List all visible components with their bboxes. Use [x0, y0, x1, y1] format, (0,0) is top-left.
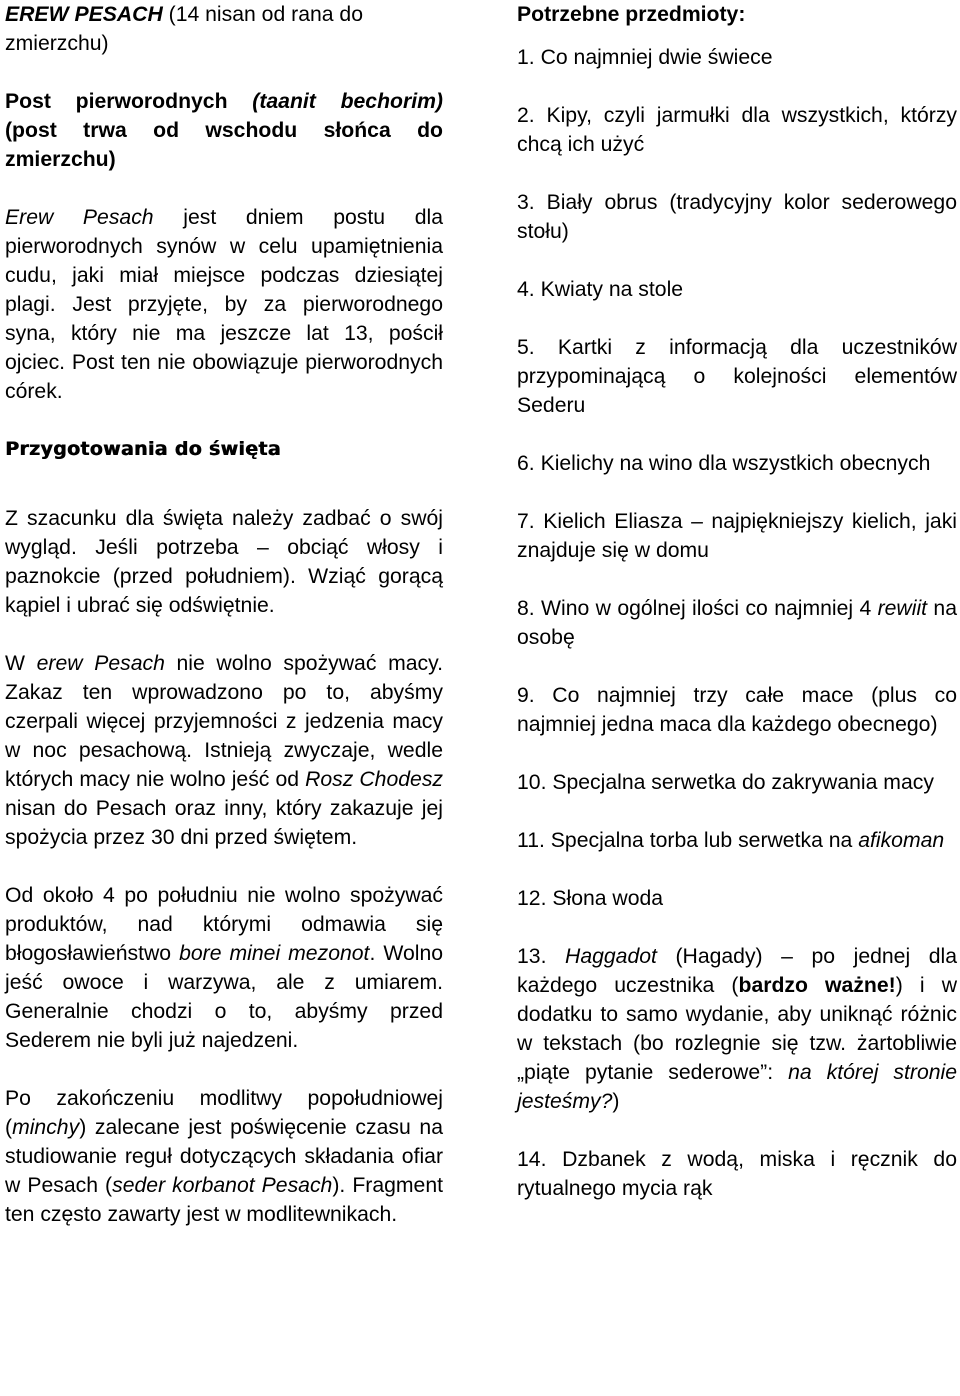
list-item — [517, 43, 957, 72]
minchah-a: Po zakończeniu modlitwy popołudniowej ( — [5, 1087, 443, 1139]
list-item — [517, 1145, 957, 1203]
preparations-heading: Przygotowania do święta — [5, 438, 281, 460]
fast-note: (post trwa od wschodu słońca do zmierzchu) — [5, 119, 443, 171]
list-item — [517, 275, 957, 304]
item-text: Kwiaty na stole — [540, 278, 684, 301]
fast-label: Post pierworodnych — [5, 90, 253, 113]
item-number: 1. — [517, 46, 535, 69]
item-text: Biały obrus (tradycyjny kolor sederowego stołu) — [517, 191, 957, 243]
left-column — [5, 0, 443, 1229]
fast-paragraph-term: Erew Pesach — [5, 206, 154, 229]
fast-title — [5, 87, 443, 174]
matzah-a: W — [5, 652, 37, 675]
item-number: 12. — [517, 887, 547, 910]
item-italic: Haggadot — [565, 945, 657, 968]
item-text: Słona woda — [552, 887, 664, 910]
item-number: 10. — [517, 771, 547, 794]
item-number: 8. — [517, 597, 535, 620]
item-text: Specjalna torba lub serwetka na — [550, 829, 859, 852]
section-title — [5, 0, 443, 58]
item-number: 5. — [517, 336, 535, 359]
item-text: Kielich Eliasza – najpiękniejszy kielich, jaki znajduje się w domu — [517, 510, 957, 562]
item-tail: ) i w dodatku to samo wydanie, aby uniknąć różnic w tekstach (bo rozlegnie się tzw. żartobliwie „piąte pytanie sederowe”: — [517, 974, 957, 1084]
item-number: 13. — [517, 945, 547, 968]
afternoon-term: bore minei mezonot — [179, 942, 370, 965]
minchah-b: ) zalecane jest poświęcenie czasu na studiowanie reguł dotyczących składania ofiar w Pesach ( — [5, 1116, 443, 1197]
item-bold: bardzo ważne! — [738, 974, 896, 997]
item-text: Kielichy na wino dla wszystkich obecnych — [540, 452, 931, 475]
item-number: 4. — [517, 278, 535, 301]
item-number: 3. — [517, 191, 535, 214]
item-number: 14. — [517, 1148, 547, 1171]
list-item — [517, 768, 957, 797]
item-text: (Hagady) – po jednej dla każdego uczestnika ( — [517, 945, 958, 997]
fast-term: (taanit bechorim) — [252, 90, 443, 113]
preparations-paragraph: Z szacunku dla święta należy zadbać o swój wygląd. Jeśli potrzeba – obciąć włosy i paznokcie (przed południem). Wziąć gorącą kąpiel i ubrać się odświętnie. — [5, 507, 443, 617]
title-date: (14 nisan od rana do zmierzchu) — [5, 3, 363, 55]
matzah-c: nisan do Pesach oraz inny, który zakazuje jej spożycia przez 30 dni przed świętem. — [5, 797, 443, 849]
matzah-term: erew Pesach — [36, 652, 165, 675]
item-text: Kipy, czyli jarmułki dla wszystkich, którzy chcą ich użyć — [517, 104, 958, 156]
item-italic: afikoman — [858, 829, 945, 852]
matzah-term2: Rosz Chodesz — [305, 768, 444, 791]
item-italic: rewiit — [877, 597, 928, 620]
item-text: Co najmniej trzy całe mace (plus co najmniej jedna maca dla każdego obecnego) — [517, 684, 957, 736]
item-tail: na osobę — [517, 597, 957, 649]
item-number: 7. — [517, 510, 535, 533]
list-item — [517, 681, 957, 739]
minchah-c: ). Fragment ten często zawarty jest w modlitewnikach. — [5, 1174, 443, 1226]
right-column — [517, 0, 957, 1203]
item-italic-2: na której stronie jesteśmy? — [517, 1061, 958, 1113]
list-item — [517, 101, 957, 159]
fast-paragraph-text: jest dniem postu dla pierworodnych synów w celu upamiętnienia cudu, jaki miał miejsce podczas dziesiątej plagi. Jest przyjęte, by za pierworodnego syna, który nie ma jeszcze lat 13, pościł ojciec. Post ten nie obowiązuje pierworodnych córek. — [5, 206, 443, 403]
fast-paragraph — [5, 203, 443, 406]
matzah-paragraph — [5, 649, 443, 852]
list-item — [517, 826, 957, 855]
afternoon-paragraph — [5, 881, 443, 1055]
item-number: 6. — [517, 452, 535, 475]
items-heading — [517, 0, 957, 29]
matzah-b: nie wolno spożywać macy. Zakaz ten wprowadzono po to, abyśmy czerpali więcej przyjemności z jedzenia macy w noc pesachową. Istnieją zwyczaje, wedle których macy nie wolno jeść od — [5, 652, 444, 791]
list-item — [517, 942, 957, 1116]
list-item — [517, 507, 957, 565]
item-number: 2. — [517, 104, 535, 127]
minchah-paragraph — [5, 1084, 443, 1229]
minchah-term: minchy — [12, 1116, 80, 1139]
minchah-term2: seder korbanot Pesach — [112, 1174, 333, 1197]
item-text: Wino w ogólnej ilości co najmniej 4 — [541, 597, 878, 620]
afternoon-b: . Wolno jeść owoce i warzywa, ale z umiarem. Generalnie chodzi o to, abyśmy przed Sederem nie byli już najedzeni. — [5, 942, 444, 1052]
list-item — [517, 884, 957, 913]
afternoon-a: Od około 4 po południu nie wolno spożywać produktów, nad którymi odmawia się błogosławieństwo — [5, 884, 443, 965]
list-item — [517, 449, 957, 478]
item-text: Specjalna serwetka do zakrywania macy — [552, 771, 934, 794]
title-name: EREW PESACH — [5, 3, 163, 26]
list-item — [517, 594, 957, 652]
item-text: Kartki z informacją dla uczestników przypominającą o kolejności elementów Sederu — [517, 336, 957, 417]
item-tail-2: ) — [612, 1090, 620, 1113]
item-number: 11. — [517, 829, 545, 852]
items-heading-text: Potrzebne przedmioty: — [517, 3, 746, 26]
list-item — [517, 333, 957, 420]
item-text: Dzbanek z wodą, miska i ręcznik do rytualnego mycia rąk — [517, 1148, 958, 1200]
list-item — [517, 188, 957, 246]
item-number: 9. — [517, 684, 535, 707]
item-text: Co najmniej dwie świece — [540, 46, 773, 69]
